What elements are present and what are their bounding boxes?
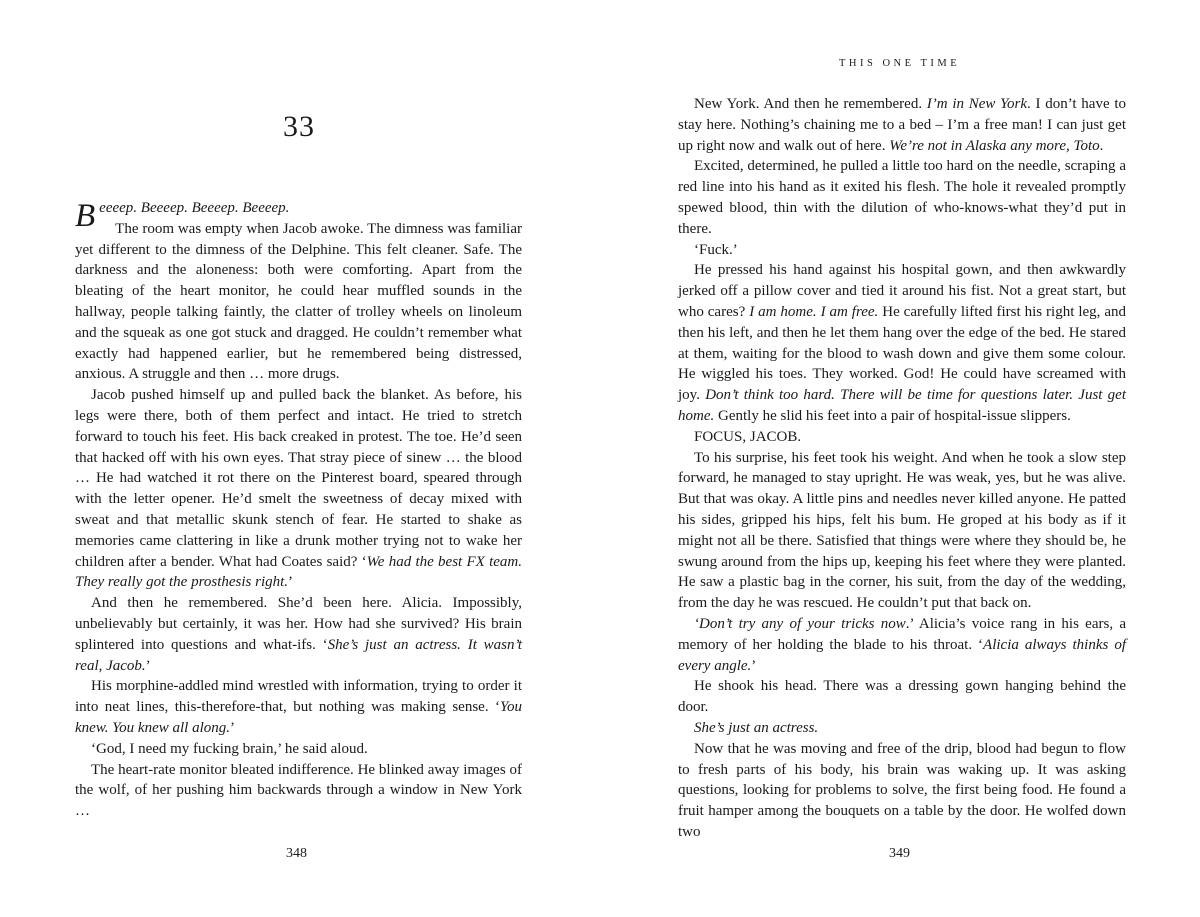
paragraph-text: . I don’t have to stay here. Nothing’s chaining me to a bed – I’m a free man! I can just get up right now and walk out of here. — [678, 96, 1126, 154]
paragraph — [678, 676, 1126, 718]
paragraph — [678, 739, 1126, 843]
paragraph — [678, 614, 1126, 676]
page-number-left: 348 — [286, 846, 307, 861]
paragraph-text: Excited, determined, he pulled a little too hard on the needle, scraping a red line into his hand as it exited his flesh. The hole it revealed promptly spewed blood, thin with the dilution of who-knows-what they’d put in there. — [678, 158, 1126, 237]
paragraph-text: He shook his head. There was a dressing gown hanging behind the door. — [678, 678, 1126, 716]
paragraph-text: Gently he slid his feet into a pair of hospital-issue slippers. — [714, 407, 1071, 424]
italic-text: She’s just an actress. It wasn’t real, Jacob. — [75, 636, 522, 674]
paragraph — [75, 760, 522, 822]
paragraph-text: To his surprise, his feet took his weight. And when he took a slow step forward, he managed to stay upright. He was weak, yes, but he was alive. But that was okay. A little pins and needles never killed anyone. He patted his sides, gripped his hips, felt his bum. He groped at his body as if it might not all be there. Satisfied that things were where they should be, he swung around from the hips up, keeping his feet where they were planted. He saw a plastic bag in the corner, his suit, from the day of the wedding, from the day he was rescued. He couldn’t put that back on. — [678, 449, 1126, 612]
left-page-body — [75, 198, 522, 822]
running-head: THIS ONE TIME — [839, 58, 961, 69]
paragraph-text: ’ — [145, 657, 151, 674]
italic-text: You knew. You knew all along. — [75, 699, 522, 736]
italic-text: We’re not in Alaska any more, Toto — [889, 137, 1100, 154]
italic-text: We had the best FX team. They really got the prosthesis right. — [75, 553, 522, 591]
drop-cap: B — [75, 198, 96, 234]
paragraph — [678, 156, 1126, 239]
paragraph — [75, 739, 522, 760]
paragraph-text: New York. And then he remembered. — [694, 96, 927, 112]
italic-text: I am home. I am free. — [749, 303, 879, 320]
paragraph-text: .’ Alicia’s voice rang in his ears, a memory of her holding the blade to his throat. ‘ — [678, 615, 1127, 653]
paragraph-text: FOCUS, JACOB. — [694, 428, 802, 445]
paragraph — [75, 593, 522, 676]
paragraph-text: ’ — [288, 574, 294, 591]
italic-text: ‘Don’t try any of your tricks now — [694, 615, 906, 632]
italic-text: Alicia always thinks of every angle. — [678, 636, 1126, 674]
paragraph — [678, 718, 1126, 739]
paragraph — [678, 94, 1126, 156]
opening-beeps: eeeep. Beeeep. Beeeep. Beeeep. — [99, 200, 290, 216]
left-paragraphs — [75, 219, 522, 822]
paragraph-text: The room was empty when Jacob awoke. The dimness was familiar yet different to the dimness of the Delphine. This felt cleaner. Safe. The darkness and the aloneness: both were comforting. Apart from the bleating of the heart monitor, he could hear muffled sounds in the hallway, people talking faintly, the clatter of trolley wheels on linoleum and the squeak as one got stuck and dragged. He couldn’t remember what exactly had happened earlier, but he remembered being distressed, anxious. A struggle and then … more drugs. — [75, 220, 522, 383]
right-page-body — [678, 94, 1126, 843]
italic-text: She’s just an actress. — [694, 719, 819, 736]
paragraph — [678, 448, 1126, 614]
paragraph — [678, 427, 1126, 448]
paragraph — [75, 676, 522, 738]
right-paragraphs — [678, 94, 1126, 843]
right-page — [600, 0, 1200, 917]
paragraph-text: ‘God, I need my fucking brain,’ he said aloud. — [91, 740, 368, 757]
paragraph-text: He carefully lifted first his right leg, and then his left, and then he let them hang over the edge of the bed. He stared at them, waiting for the blood to wash down and give them some colour. He wiggled his toes. They worked. God! He could have screamed with joy. — [678, 303, 1126, 404]
paragraph-text: His morphine-addled mind wrestled with information, trying to order it into neat lines, this-therefore-that, but nothing was making sense. ‘ — [75, 678, 522, 716]
paragraph — [75, 385, 522, 593]
paragraph-text: ‘Fuck.’ — [694, 241, 738, 258]
paragraph-text: ’ — [751, 657, 757, 674]
paragraph-text: ’ — [230, 719, 235, 736]
opening-line — [75, 198, 522, 234]
paragraph-text: And then he remembered. She’d been here. Alicia. Impossibly, unbelievably but certainly, it was her. How had she survived? His brain splintered into questions and what-ifs. ‘ — [75, 595, 522, 653]
paragraph-text: . — [1099, 137, 1104, 154]
paragraph-text: He pressed his hand against his hospital gown, and then awkwardly jerked off a pillow cover and tied it around his fist. Not a great start, but who cares? — [678, 262, 1126, 320]
chapter-number: 33 — [283, 110, 315, 143]
paragraph — [678, 260, 1126, 426]
page-number-right: 349 — [889, 846, 910, 861]
paragraph-text: Jacob pushed himself up and pulled back the blanket. As before, his legs were there, both of them perfect and intact. He tried to stretch forward to touch his feet. His back creaked in protest. The toe. He’d seen that hacked off with his own eyes. That stray piece of sinew … the blood … He had watched it rot there on the Pinterest board, speared through with the letter opener. He’d smelt the sweetness of decay mixed with sweat and that metallic skunk stench of fear. He started to shake as memories came clattering in like a drunk mother trying not to wake her children after a bender. What had Coates said? ‘ — [75, 387, 522, 570]
paragraph — [678, 240, 1126, 261]
paragraph-text: Now that he was moving and free of the drip, blood had begun to flow to fresh parts of his body, his brain was waking up. It was asking questions, looking for problems to solve, the first being food. He found a fruit hamper among the bouquets on a table by the door. He wolfed down two — [678, 740, 1126, 840]
italic-text: I’m in New York — [926, 96, 1028, 112]
paragraph — [75, 219, 522, 385]
paragraph-text: The heart-rate monitor bleated indifference. He blinked away images of the wolf, of her pushing him backwards through a window in New York … — [75, 761, 522, 820]
italic-text: Don’t think too hard. There will be time for questions later. Just get home. — [678, 387, 1127, 424]
